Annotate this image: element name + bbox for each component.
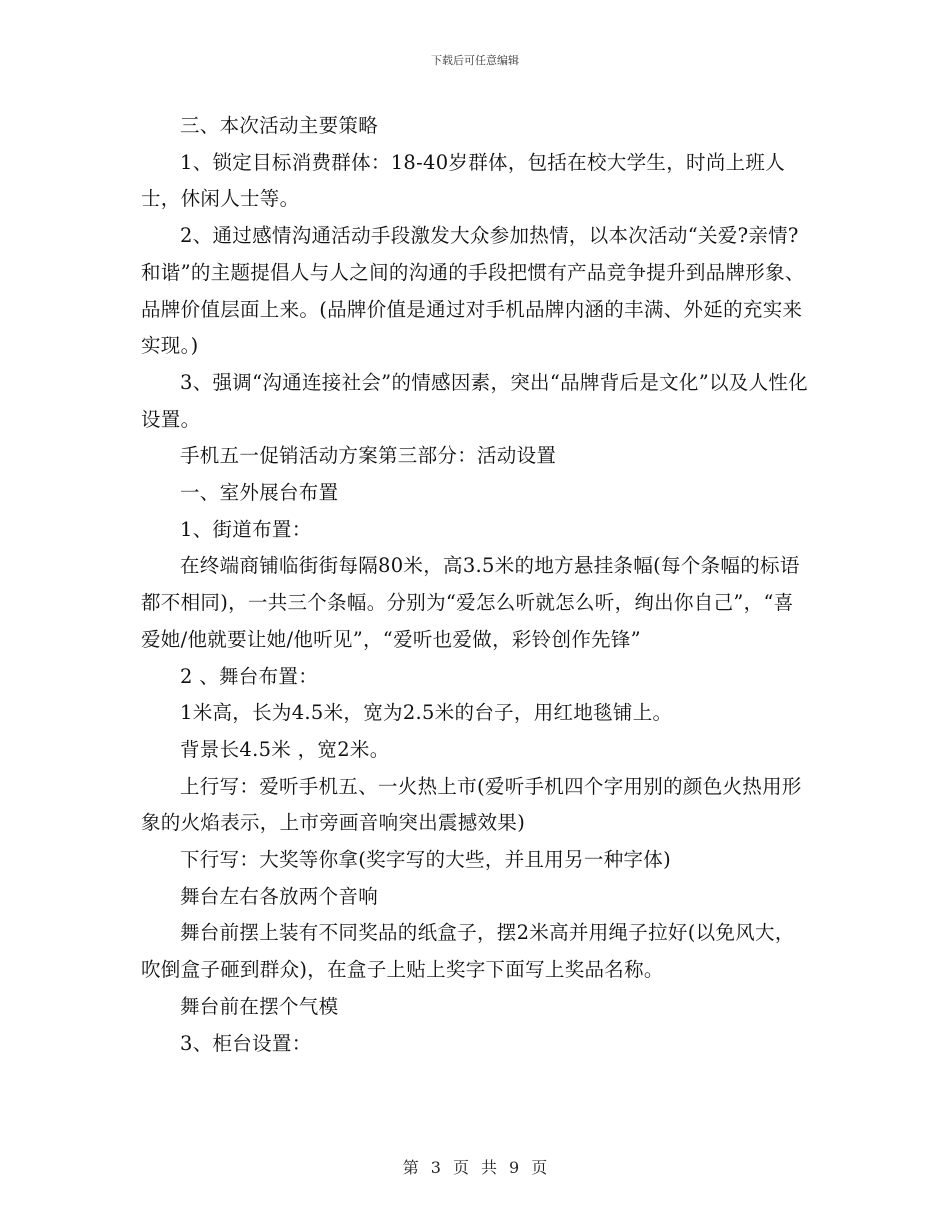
subheading: 2 、舞台布置： — [180, 664, 319, 688]
paragraph: 3、强调“沟通连接社会”的情感因素，突出“品牌背后是文化”以及人性化设置。 — [141, 370, 808, 431]
paragraph: 上行写：爱听手机五、一火热上市(爱听手机四个字用别的颜色火热用形象的火焰表示，上市旁画音响突出震撼效果) — [141, 774, 802, 835]
footer-gong: 共 — [481, 1158, 498, 1177]
subheading: 3、柜台设置： — [180, 1031, 312, 1055]
page-footer — [0, 1155, 950, 1178]
page-number: 3 — [430, 1158, 441, 1177]
paragraph: 舞台左右各放两个音响 — [180, 884, 379, 908]
footer-ye2: 页 — [531, 1158, 548, 1177]
paragraph: 舞台前摆上装有不同奖品的纸盒子，摆2米高并用绳子拉好(以免风大，吹倒盒子砸到群众)，在盒子上贴上奖字下面写上奖品名称。 — [141, 921, 795, 982]
total-pages: 9 — [509, 1158, 520, 1177]
subheading: 1、街道布置： — [180, 517, 312, 541]
footer-ye: 页 — [452, 1158, 469, 1177]
paragraph: 下行写：大奖等你拿(奖字写的大些，并且用另一种字体) — [180, 848, 672, 872]
paragraph: 1米高，长为4.5米，宽为2.5米的台子，用红地毯铺上。 — [180, 701, 673, 725]
section-heading: 一、室外展台布置 — [180, 481, 339, 505]
paragraph: 背景长4.5米 ，宽2米。 — [180, 737, 390, 761]
section-heading: 手机五一促销活动方案第三部分：活动设置 — [180, 444, 557, 468]
paragraph: 2、通过感情沟通活动手段激发大众参加热情，以本次活动“关爱?亲情?和谐”的主题提倡人与人之间的沟通的手段把惯有产品竞争提升到品牌形象、品牌价值层面上来。(品牌价值是通过对手机品牌内涵的丰满、外延的充实来实现。) — [141, 224, 805, 358]
section-heading: 三、本次活动主要策略 — [180, 114, 379, 137]
paragraph: 1、锁定目标消费群体：18-40岁群体，包括在校大学生，时尚上班人士，休闲人士等。 — [141, 150, 786, 211]
paragraph: 在终端商铺临街街每隔80米，高3.5米的地方悬挂条幅(每个条幅的标语都不相同)，一共三个条幅。分别为“爱怎么听就怎么听，绚出你自己”，“喜爱她/他就要让她/他听见”，“爱听也爱做，彩铃创作先锋” — [141, 554, 800, 651]
footer-di: 第 — [402, 1158, 419, 1177]
page-header: 下载后可任意编辑 — [431, 54, 519, 67]
document-body — [141, 108, 811, 1062]
paragraph: 舞台前在摆个气模 — [180, 994, 339, 1018]
